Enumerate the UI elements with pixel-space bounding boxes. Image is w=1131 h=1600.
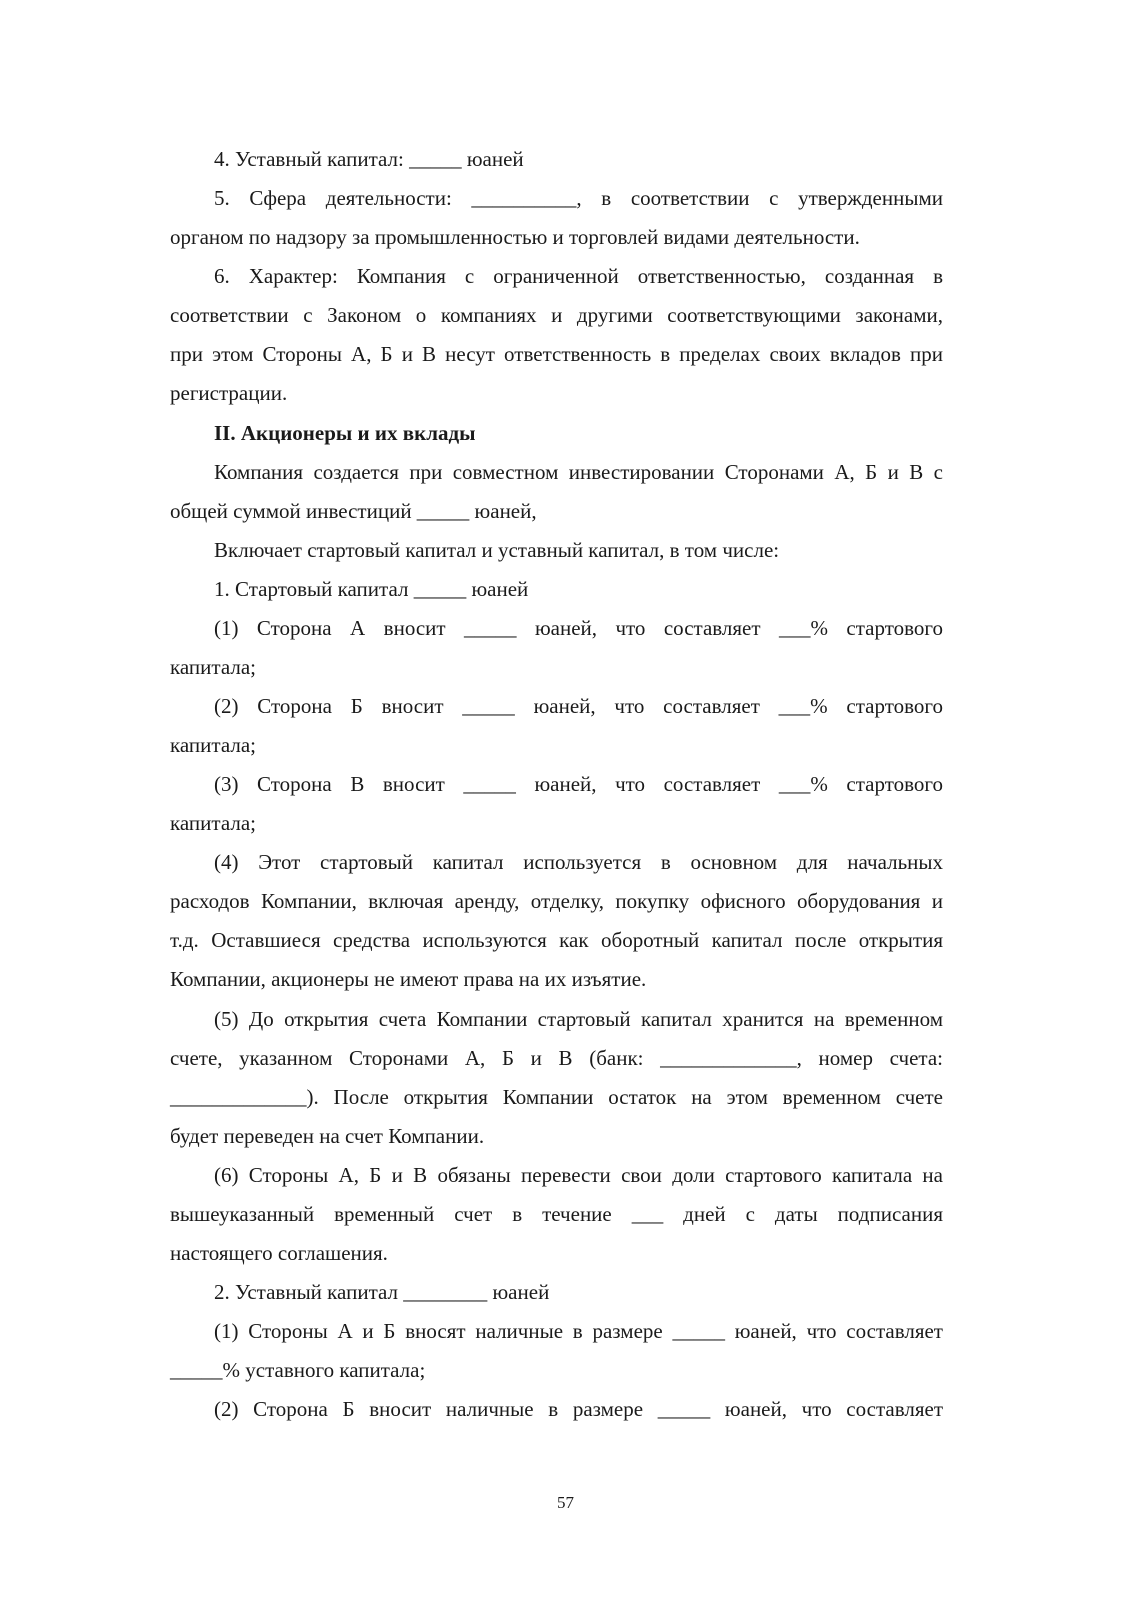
- text-line: _____% уставного капитала;: [170, 1358, 426, 1382]
- text-line: капитала;: [170, 811, 256, 835]
- text-line: 1. Стартовый капитал _____ юаней: [214, 577, 529, 601]
- text-line: (6) Стороны А, Б и В обязаны перевести свои доли стартового капитала на: [214, 1163, 943, 1187]
- text-line: вышеуказанный временный счет в течение ___ дней с даты подписания: [170, 1202, 943, 1226]
- text-line: общей суммой инвестиций _____ юаней,: [170, 499, 537, 523]
- text-line: органом по надзору за промышленностью и торговлей видами деятельности.: [170, 225, 860, 249]
- text-line: (2) Сторона Б вносит наличные в размере _____ юаней, что составляет: [214, 1397, 943, 1421]
- text-line: (1) Стороны А и Б вносят наличные в размере _____ юаней, что составляет: [214, 1319, 943, 1343]
- text-line: (3) Сторона В вносит _____ юаней, что составляет ___% стартового: [214, 772, 943, 796]
- text-line: при этом Стороны А, Б и В несут ответственность в пределах своих вкладов при: [170, 342, 943, 366]
- text-line: 2. Уставный капитал ________ юаней: [214, 1280, 550, 1304]
- text-line: капитала;: [170, 733, 256, 757]
- text-line: настоящего соглашения.: [170, 1241, 388, 1265]
- text-line: (4) Этот стартовый капитал используется в основном для начальных: [214, 850, 943, 874]
- text-line: регистрации.: [170, 381, 288, 405]
- text-line: капитала;: [170, 655, 256, 679]
- text-line: (2) Сторона Б вносит _____ юаней, что составляет ___% стартового: [214, 694, 943, 718]
- text-line: 4. Уставный капитал: _____ юаней: [214, 147, 524, 171]
- text-line: соответствии с Законом о компаниях и другими соответствующими законами,: [170, 303, 943, 327]
- page-number: 57: [557, 1493, 574, 1512]
- text-line: 5. Сфера деятельности: __________, в соответствии с утвержденными: [214, 186, 943, 210]
- text-line: т.д. Оставшиеся средства используются как оборотный капитал после открытия: [170, 928, 943, 952]
- text-line: Компании, акционеры не имеют права на их изъятие.: [170, 967, 647, 991]
- text-line: Включает стартовый капитал и уставный капитал, в том числе:: [214, 538, 780, 562]
- section-heading: II. Акционеры и их вклады: [214, 421, 476, 445]
- text-line: _____________). После открытия Компании остаток на этом временном счете: [170, 1085, 943, 1109]
- text-line: будет переведен на счет Компании.: [170, 1124, 485, 1148]
- text-line: Компания создается при совместном инвестировании Сторонами А, Б и В с: [214, 460, 943, 484]
- text-line: (1) Сторона А вносит _____ юаней, что составляет ___% стартового: [214, 616, 943, 640]
- text-line: (5) До открытия счета Компании стартовый капитал хранится на временном: [214, 1007, 943, 1031]
- text-line: расходов Компании, включая аренду, отделку, покупку офисного оборудования и: [170, 889, 943, 913]
- text-line: счете, указанном Сторонами А, Б и В (банк: _____________, номер счета:: [170, 1046, 943, 1070]
- text-line: 6. Характер: Компания с ограниченной ответственностью, созданная в: [214, 264, 943, 288]
